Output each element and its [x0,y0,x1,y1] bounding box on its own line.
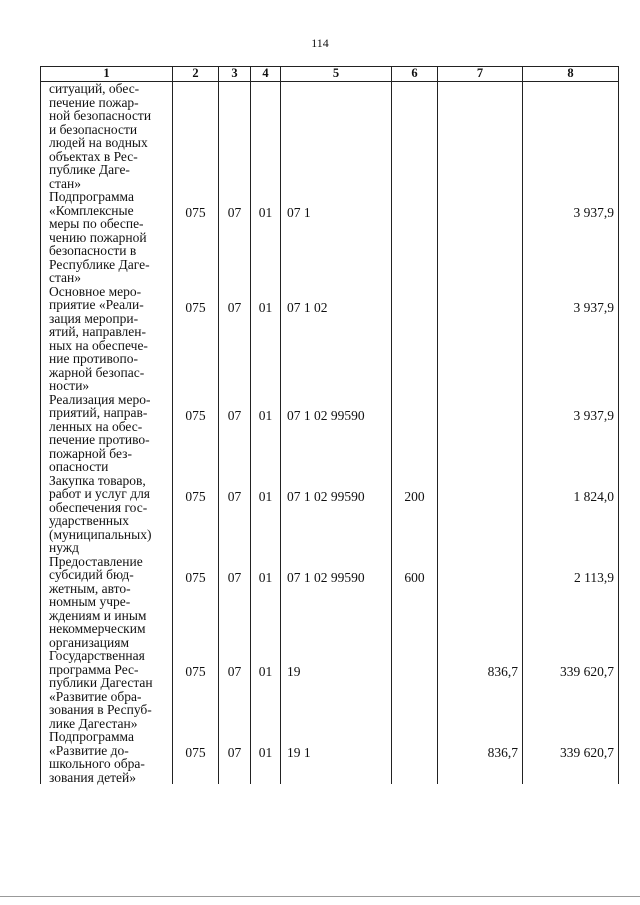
table-row [41,82,619,191]
table-cell [438,82,523,191]
table-cell: 075 [173,555,219,650]
row-name-cell: Закупка товаров, работ и услуг для обеспечения гос- ударственных (муниципальных) нужд [41,474,173,555]
table-cell [438,474,523,555]
table-row [41,730,619,784]
column-header: 8 [523,67,619,82]
table-cell: 01 [251,649,281,730]
table-cell [281,82,392,191]
table-cell [251,82,281,191]
table-cell [438,555,523,650]
table-cell: 01 [251,285,281,393]
table-cell [392,730,438,784]
page-number: 114 [311,36,329,50]
table-cell [438,393,523,474]
table-cell [523,82,619,191]
page-bottom-rule [0,896,640,897]
table-cell: 01 [251,474,281,555]
column-header: 7 [438,67,523,82]
table-cell: 075 [173,393,219,474]
row-name-cell: Основное меро- приятие «Реали- зация меропри- ятий, направлен- ных на обеспече- ние противопо- жарной безопас- ности» [41,285,173,393]
table-cell: 01 [251,730,281,784]
table-cell: 3 937,9 [523,190,619,285]
table-row [41,393,619,474]
table-cell: 07 [219,555,251,650]
table-cell [392,82,438,191]
table-cell [438,285,523,393]
column-header: 1 [41,67,173,82]
table-cell: 19 1 [281,730,392,784]
column-header: 6 [392,67,438,82]
table-cell: 07 1 [281,190,392,285]
table-row [41,190,619,285]
table-row [41,285,619,393]
table-cell: 3 937,9 [523,285,619,393]
table-cell: 836,7 [438,649,523,730]
table-cell [392,393,438,474]
table-cell: 07 [219,285,251,393]
table-cell: 07 1 02 [281,285,392,393]
table-cell: 19 [281,649,392,730]
table-cell [392,285,438,393]
table-cell: 01 [251,190,281,285]
table-cell: 075 [173,474,219,555]
header-row [41,67,619,82]
budget-table [40,66,619,784]
table-cell: 075 [173,730,219,784]
table-cell: 2 113,9 [523,555,619,650]
table-cell: 01 [251,393,281,474]
table-cell: 075 [173,649,219,730]
column-header: 5 [281,67,392,82]
table-cell: 07 [219,190,251,285]
table-cell: 200 [392,474,438,555]
table-cell: 07 1 02 99590 [281,393,392,474]
table-cell: 07 [219,393,251,474]
column-header: 3 [219,67,251,82]
row-name-cell: Реализация меро- приятий, направ- ленных на обес- печение противо- пожарной без- опасности [41,393,173,474]
row-name-cell: Предоставление субсидий бюд- жетным, авто- номным учре- ждениям и иным некоммерческим организациям [41,555,173,650]
table-row [41,649,619,730]
table-cell [392,649,438,730]
table-cell: 07 [219,474,251,555]
table-cell: 07 [219,649,251,730]
row-name-cell: Подпрограмма «Развитие до- школьного обра- зования детей» [41,730,173,784]
table-cell: 01 [251,555,281,650]
table-cell: 600 [392,555,438,650]
table-cell: 339 620,7 [523,730,619,784]
table-cell: 1 824,0 [523,474,619,555]
table-cell: 07 [219,730,251,784]
table-cell: 075 [173,190,219,285]
table-cell: 07 1 02 99590 [281,555,392,650]
table-cell: 339 620,7 [523,649,619,730]
table-cell: 075 [173,285,219,393]
table-cell: 836,7 [438,730,523,784]
column-header: 4 [251,67,281,82]
row-name-cell: Государственная программа Рес- публики Дагестан «Развитие обра- зования в Респуб- лике Дагестан» [41,649,173,730]
table-cell [438,190,523,285]
table-cell: 3 937,9 [523,393,619,474]
table-row [41,555,619,650]
table-cell [219,82,251,191]
table-cell: 07 1 02 99590 [281,474,392,555]
column-header: 2 [173,67,219,82]
row-name-cell: ситуаций, обес- печение пожар- ной безопасности и безопасности людей на водных объектах в Рес- публике Даге- стан» [41,82,173,191]
row-name-cell: Подпрограмма «Комплексные меры по обеспе- чению пожарной безопасности в Республике Даге- стан» [41,190,173,285]
table-cell [173,82,219,191]
table-row [41,474,619,555]
table-cell [392,190,438,285]
